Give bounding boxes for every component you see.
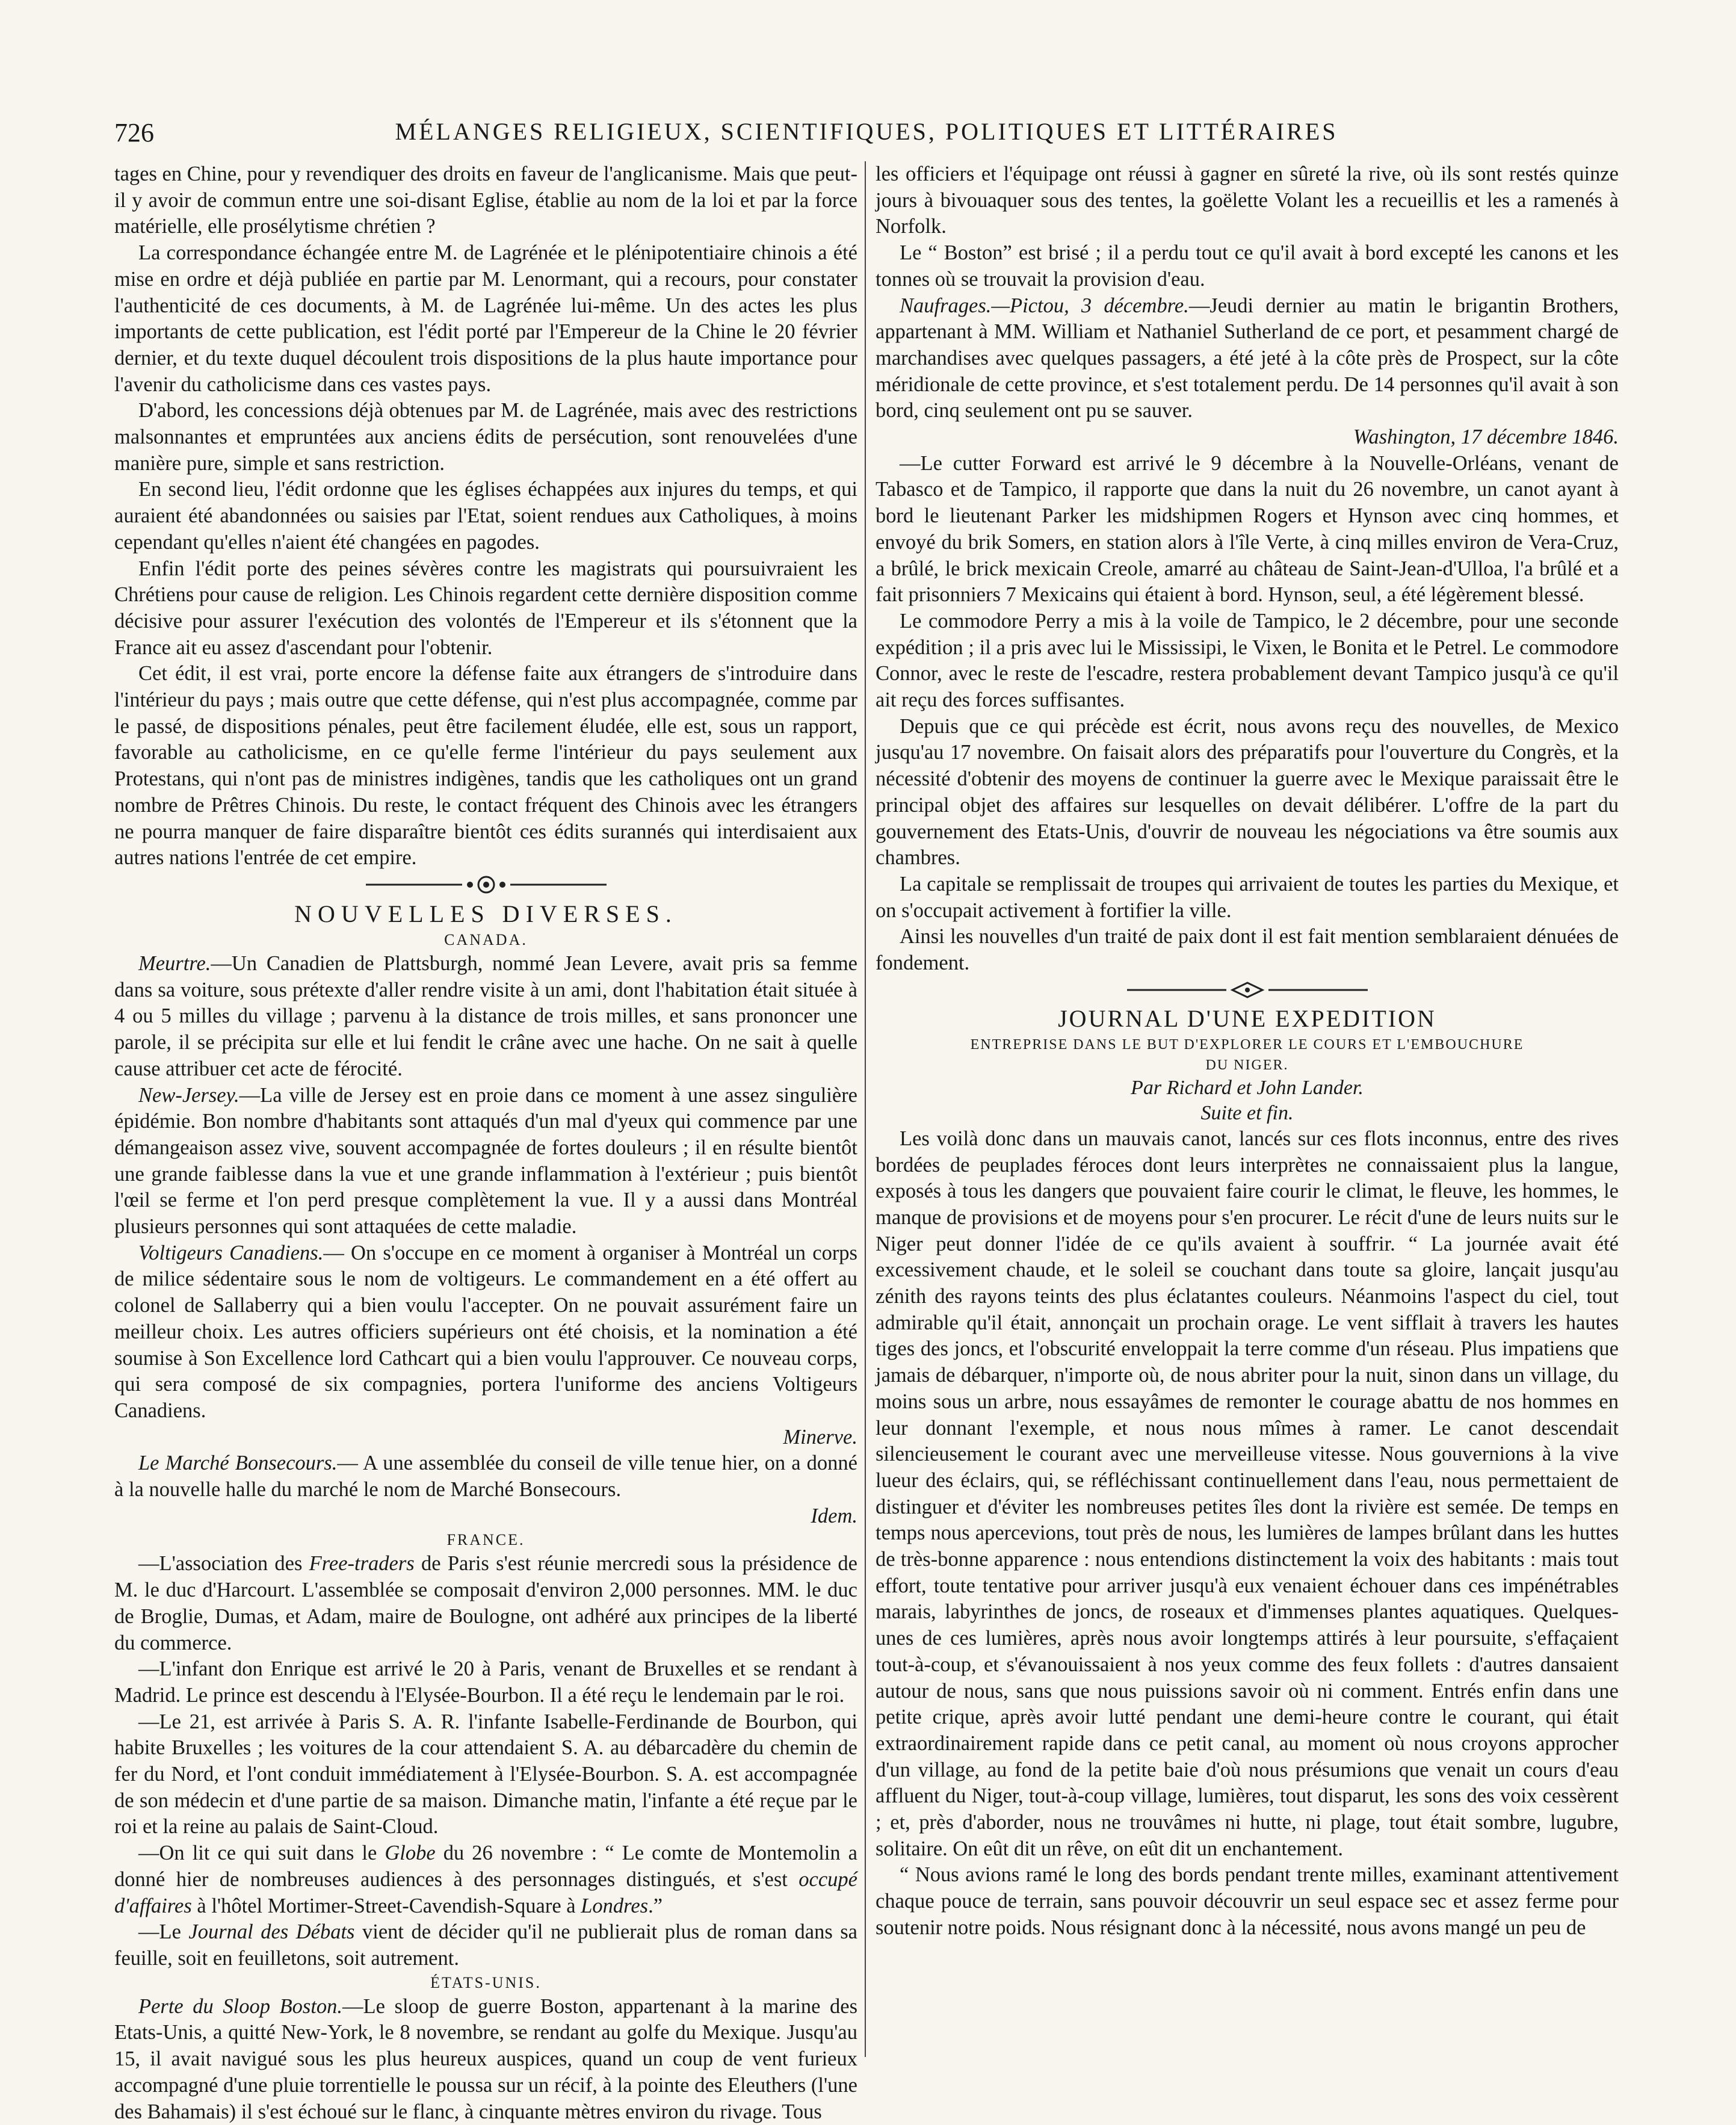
- item-text: du 26 novembre : “ Le comte de Montemolin a donné hier de nombreuses audiences à des personnages distingués, et s'est: [114, 1842, 857, 1891]
- running-title: MÉLANGES RELIGIEUX, SCIENTIFIQUES, POLITIQUES ET LITTÉRAIRES: [395, 118, 1338, 145]
- journal-subtitle: DU NIGER.: [1205, 1057, 1289, 1073]
- item-italic: occupé d'affaires: [114, 1867, 857, 1917]
- item-text: .”: [648, 1894, 663, 1917]
- item-label: Voltigeurs Canadiens.: [138, 1241, 324, 1264]
- journal-authors: Par Richard et John Lander.: [1131, 1076, 1364, 1099]
- item-text: —La ville de Jersey est en proie dans ce moment à une assez singulière épidémie. Bon nombre d'habitants sont attaqués d'un mal d'yeux qui commence par une démangeaison assez vive, souvent accompagnée de fortes douleurs ; il en résulte bientôt une grande faiblesse dans la vue et une grande inflammation à l'extérieur ; puis bientôt l'œil se ferme et l'on perd presque complètement la vue. Il y a aussi dans Montréal plusieurs personnes qui sont attaquées de cette maladie.: [114, 1083, 857, 1239]
- paragraph: “ Nous avions ramé le long des bords pendant trente milles, examinant attentivement chaque pouce de terrain, sans pouvoir découvrir un seul espace sec et assez ferme pour soutenir notre poids. Nous résignant donc à la nécessité, nous avons mangé un peu de: [876, 1863, 1619, 1939]
- paragraph: Cet édit, il est vrai, porte encore la défense faite aux étrangers de s'introduire dans l'intérieur du pays ; mais outre que cette défense, qui n'est plus accompagnée, comme par le passé, de dispositions pénales, peut être facilement éludée, elle est, sous un rapport, favorable au catholicisme, en ce qu'elle ferme l'intérieur du pays seulement aux Protestans, qui n'ont pas de ministres indigènes, tandis que les catholiques ont un grand nombre de Prêtres Chinois. Du reste, le contact fréquent des Chinois avec les étrangers ne pourra manquer de faire disparaître bientôt ces édits surannés qui interdisaient aux autres nations l'entrée de cet empire.: [114, 662, 857, 870]
- item-text: —Le sloop de guerre Boston, appartenant à la marine des Etats-Unis, a quitté New-York, le 8 novembre, se rendant au golfe du Mexique. Jusqu'au 15, il avait navigué sous les plus heureux auspices, quand un coup de vent furieux accompagné d'une pluie torrentielle le poussa sur un récif, à la pointe des Eleuthers (l'une des Bahamais) il s'est échoué sur le flanc, à cinquante mètres environ du rivage. Tous: [114, 1994, 857, 2123]
- paragraph: —L'infant don Enrique est arrivé le 20 à Paris, venant de Bruxelles et se rendant à Madrid. Le prince est descendu à l'Elysée-Bourbon. Il a été reçu le lendemain par le roi.: [114, 1657, 857, 1707]
- item-label: Meurtre.: [138, 951, 211, 975]
- source-signature: Idem.: [811, 1504, 857, 1527]
- journal-title: JOURNAL D'UNE EXPEDITION: [1058, 1004, 1436, 1032]
- paragraph: —Le 21, est arrivée à Paris S. A. R. l'infante Isabelle-Ferdinande de Bourbon, qui habite Bruxelles ; les voitures de la cour attendaient S. A. au débarcadère du chemin de fer du Nord, et l'ont conduit immédiatement à l'Elysée-Bourbon. S. A. est accompagnée de son médecin et d'une partie de sa maison. Dimanche matin, l'infante a été reçue par le roi et la reine au palais de Saint-Cloud.: [114, 1710, 857, 1839]
- item-text: —Jeudi dernier au matin le brigantin Brothers, appartenant à MM. William et Nathaniel Sutherland de ce port, et pesamment chargé de marchandises avec quelques passagers, a été jeté à la côte près de Prospect, sur la côte méridionale de cette province, et s'est totalement perdu. De 14 personnes qu'il avait à son bord, cinq seulement ont pu se sauver.: [876, 294, 1619, 422]
- item-italic: Globe: [385, 1842, 436, 1865]
- item-text: à l'hôtel Mortimer-Street-Cavendish-Square à: [191, 1894, 581, 1917]
- paragraph: En second lieu, l'édit ordonne que les églises échappées aux injures du temps, et qui auraient été abandonnées ou saisies par l'Etat, soient rendues aux Catholiques, à moins cependant qu'elles n'aient été changées en pagodes.: [114, 478, 857, 554]
- paragraph: La correspondance échangée entre M. de Lagrénée et le plénipotentiaire chinois a été mise en ordre et déjà publiée en partie par M. Lenormant, qui a recours, pour constater l'authenticité de ces documents, à M. de Lagrénée lui-même. Un des actes les plus importants de cette publication, est l'édit porté par l'Empereur de la Chine le 20 février dernier, et du texte duquel découlent trois dispositions de la plus haute importance pour l'avenir du catholicisme dans ces vastes pays.: [114, 241, 857, 396]
- item-label: New-Jersey.: [138, 1083, 239, 1107]
- page-number: 726: [114, 118, 154, 147]
- item-text: — On s'occupe en ce moment à organiser à Montréal un corps de milice sédentaire sous le nom de voltigeurs. Le commandement en a été offert au colonel de Sallaberry qui a bien voulu l'accepter. On ne pouvait assurément faire un meilleur choix. Les autres officiers supérieurs ont été choisis, et la nomination a été soumise à Son Excellence lord Cathcart qui a bien voulu l'approuver. Ce nouveau corps, qui sera composé de six compagnies, portera l'uniforme des anciens Voltigeurs Canadiens.: [114, 1241, 857, 1422]
- paragraph: La capitale se remplissait de troupes qui arrivaient de toutes les parties du Mexique, et on s'occupait activement à fortifier la ville.: [876, 872, 1619, 922]
- item-italic: Free-traders: [309, 1552, 415, 1576]
- source-signature: Washington, 17 décembre 1846.: [1353, 425, 1619, 449]
- item-text: —On lit ce qui suit dans le: [138, 1842, 385, 1865]
- item-text: de Paris s'est réunie mercredi sous la présidence de M. le duc d'Harcourt. L'assemblée se composait d'environ 2,000 personnes. MM. le duc de Broglie, Dumas, et Adam, maire de Boulogne, ont adhéré aux principes de la liberté du commerce.: [114, 1552, 857, 1654]
- left-column: [114, 161, 857, 2123]
- paragraph: Ainsi les nouvelles d'un traité de paix dont il est fait mention semblaraient dénuées de fondement.: [876, 925, 1619, 975]
- ornament-rule-icon: [876, 977, 1619, 1003]
- item-label: Naufrages.—Pictou, 3 décembre.: [900, 294, 1189, 317]
- paragraph: Le “ Boston” est brisé ; il a perdu tout ce qu'il avait à bord excepté les canons et les tonnes où se trouvait la provision d'eau.: [876, 241, 1619, 291]
- paragraph: D'abord, les concessions déjà obtenues par M. de Lagrénée, mais avec des restrictions malsonnantes et empruntées aux anciens édits de persécution, sont renouvelées d'une manière pure, simple et sans restriction.: [114, 399, 857, 475]
- item-label: Le Marché Bonsecours.: [138, 1452, 338, 1475]
- ornament-fleuron-icon: [114, 871, 857, 898]
- paragraph: tages en Chine, pour y revendiquer des droits en faveur de l'anglicanisme. Mais que peut-il y avoir de commun entre une soi-disant Eglise, établie au nom de la loi et par la force matérielle, elle prosélytisme chrétien ?: [114, 162, 857, 238]
- item-text: vient de décider qu'il ne publierait plus de roman dans sa feuille, soit en feuilletons, soit autrement.: [114, 1920, 857, 1970]
- paragraph: Enfin l'édit porte des peines sévères contre les magistrats qui poursuivraient les Chrétiens pour cause de religion. Les Chinois regardent cette dernière disposition comme décisive pour assurer l'exécution des volontés de l'Empereur et ils s'étonnent que la France ait eu assez d'ascendant pour l'obtenir.: [114, 557, 857, 659]
- subsection-title-canada: CANADA.: [444, 930, 528, 948]
- item-text: — A une assemblée du conseil de ville tenue hier, on a donné à la nouvelle halle du marché le nom de Marché Bonsecours.: [114, 1452, 857, 1502]
- item-text: —Le: [138, 1920, 189, 1944]
- paragraph: les officiers et l'équipage ont réussi à gagner en sûreté la rive, où ils sont restés quinze jours à bivouaquer sous des tentes, la goëlette Volant les a recueillis et les a ramenés à Norfolk.: [876, 162, 1619, 238]
- source-signature: Minerve.: [783, 1425, 857, 1449]
- paragraph: Les voilà donc dans un mauvais canot, lancés sur ces flots inconnus, entre des rives bordées de peuplades féroces dont leurs interprètes ne connaissaient plus la langue, exposés à tous les dangers que pouvaient faire courir le climat, le fleuve, les hommes, le manque de provisions et de moyens pour s'en procurer. Le récit d'une de leurs nuits sur le Niger peut donner l'idée de ce qu'ils avaient à souffrir. “ La journée avait été excessivement chaude, et le soleil se couchant dans toute sa gloire, lançait jusqu'au zénith des rayons teints des plus éclatantes couleurs. Néanmoins l'aspect du ciel, tout admirable qu'il était, annonçait un prochain orage. Le vent sifflait à travers les hautes tiges des joncs, et l'obscurité enveloppait la terre comme d'un réseau. Plus impatiens que jamais de débarquer, n'importe où, de nous abriter pour la nuit, sinon dans un village, du moins sous un arbre, nous essayâmes de remonter le courage abattu de nos hommes en leur donnant l'exemple, et nous nous mîmes à ramer. Le canot descendait silencieusement le courant avec une merveilleuse vitesse. Nous gouvernions à la vive lueur des éclairs, qui, se réfléchissant continuellement dans l'eau, nous permettaient de distinguer et d'éviter les nombreuses petites îles dont la rivière est semée. De temps en temps nous apercevions, tout près de nous, les lumières de lampes brûlant dans les huttes de très-bonne apparence : nous entendions distinctement la voix des habitants : mais tout effort, toute tentative pour arriver jusqu'à eux venaient échouer dans ces impénétrables marais, labyrinthes de joncs, de roseaux et d'immenses plantes aquatiques. Quelques-unes de ces lumières, après nous avoir longtemps attirés à leur poursuite, s'effaçaient tout-à-coup, et s'évanouissaient à nos yeux comme des feux follets : d'autres dansaient autour de nous, sans que nous puissions savoir où ni comment. Entrés enfin dans une petite crique, après avoir lutté pendant une demi-heure contre le courant, qui était extraordinairement rapide dans ce petit canal, au moment où nous croyons approcher d'un village, au fond de la petite baie d'où nous présumions que venait un cours d'eau affluent du Niger, tout-à-coup village, lumières, tout disparut, les sons des voix cessèrent ; et, près d'aborder, nous ne trouvâmes ni hutte, ni plage, tout était sombre, lugubre, solitaire. On eût dit un rêve, on eût dit un enchantement.: [876, 1127, 1619, 1860]
- section-title-nouvelles: NOUVELLES DIVERSES.: [294, 900, 678, 927]
- paragraph: Depuis que ce qui précède est écrit, nous avons reçu des nouvelles, de Mexico jusqu'au 17 novembre. On faisait alors des préparatifs pour l'ouverture du Congrès, et la nécessité d'obtenir des moyens de continuer la guerre avec le Mexique paraissait être le principal objet des affaires sur lesquelles on devait délibérer. L'offre de la part du gouvernement des Etats-Unis, d'ouvrir de nouveau les négociations va être soumis aux chambres.: [876, 714, 1619, 870]
- page-header: [114, 117, 1619, 153]
- item-text: —Un Canadien de Plattsburgh, nommé Jean Levere, avait pris sa femme dans sa voiture, sous prétexte d'aller rendre visite à un ami, dont l'habitation était située à 4 ou 5 milles du village ; parvenu à la distance de trois milles, et sans prononcer une parole, il se précipita sur elle et lui fendit le crâne avec une hache. On ne sait à quelle cause attribuer cet acte de férocité.: [114, 951, 857, 1080]
- paragraph: Le commodore Perry a mis à la voile de Tampico, le 2 décembre, pour une seconde expédition ; il a pris avec lui le Mississipi, le Vixen, le Bonita et le Petrel. Le commodore Connor, avec le reste de l'escadre, restera probablement devant Tampico jusqu'à ce qu'il ait reçu des forces suffisantes.: [876, 609, 1619, 712]
- item-text: —L'association des: [138, 1552, 309, 1576]
- paragraph: —Le cutter Forward est arrivé le 9 décembre à la Nouvelle-Orléans, venant de Tabasco et de Tampico, il rapporte que dans la nuit du 26 novembre, un canot ayant à bord le lieutenant Parker les midshipmen Rogers et Hynson avec cinq hommes, et envoyé du brik Somers, en station alors à l'île Verte, à cinq milles environ de Vera-Cruz, a brûlé, le brick mexicain Creole, amarré au château de Saint-Jean-d'Ulloa, l'a brûlé et a fait prisonniers 7 Mexicains qui étaient à bord. Hynson, seul, a été légèrement blessé.: [876, 451, 1619, 607]
- journal-suite: Suite et fin.: [1200, 1101, 1294, 1124]
- column-divider: [865, 161, 866, 2057]
- item-italic: Journal des Débats: [188, 1920, 355, 1944]
- right-column: [876, 161, 1619, 2057]
- subsection-title-etats-unis: ÉTATS-UNIS.: [430, 1973, 542, 1991]
- item-italic: Londres: [581, 1894, 649, 1917]
- journal-subtitle: ENTREPRISE DANS LE BUT D'EXPLORER LE COURS ET L'EMBOUCHURE: [970, 1036, 1524, 1053]
- item-label: Perte du Sloop Boston.: [138, 1994, 343, 2018]
- subsection-title-france: FRANCE.: [446, 1531, 525, 1549]
